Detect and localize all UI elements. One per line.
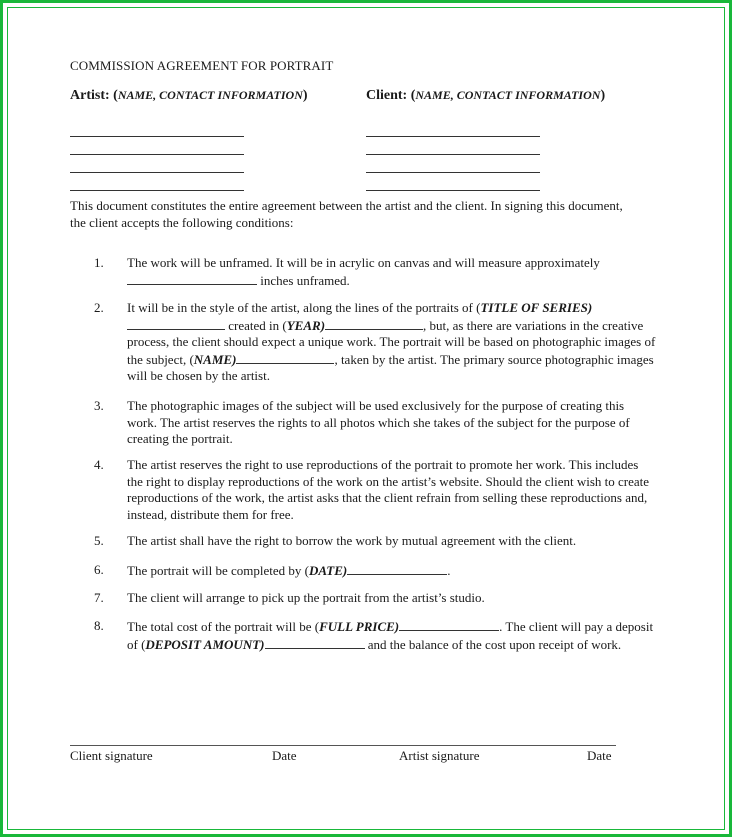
client-signature-label: Client signature (70, 748, 153, 763)
artist-label: Artist: (70, 88, 110, 103)
size-blank[interactable] (127, 272, 257, 285)
series-blank[interactable] (127, 317, 225, 330)
artist-placeholder: NAME, CONTACT INFORMATION (117, 88, 303, 102)
document-title: COMMISSION AGREEMENT FOR PORTRAIT (70, 58, 334, 73)
artist-date-label: Date (587, 748, 612, 763)
name-blank[interactable] (236, 351, 334, 364)
client-date-label: Date (272, 748, 297, 763)
deposit-blank[interactable] (265, 636, 365, 649)
artist-info-lines[interactable] (70, 119, 244, 191)
client-header: Client: (NAME, CONTACT INFORMATION) (366, 88, 606, 103)
client-placeholder: NAME, CONTACT INFORMATION (415, 88, 601, 102)
year-blank[interactable] (325, 317, 423, 330)
intro-paragraph: This document constitutes the entire agreement between the artist and the client. In signing this document, the client accepts the following conditions: (70, 198, 623, 230)
date-blank[interactable] (347, 562, 447, 575)
artist-header: Artist: (NAME, CONTACT INFORMATION) (70, 88, 308, 103)
client-info-lines[interactable] (366, 119, 540, 191)
client-label: Client: (366, 88, 408, 103)
price-blank[interactable] (399, 618, 499, 631)
artist-signature-label: Artist signature (399, 748, 480, 763)
signature-line[interactable] (70, 745, 616, 746)
